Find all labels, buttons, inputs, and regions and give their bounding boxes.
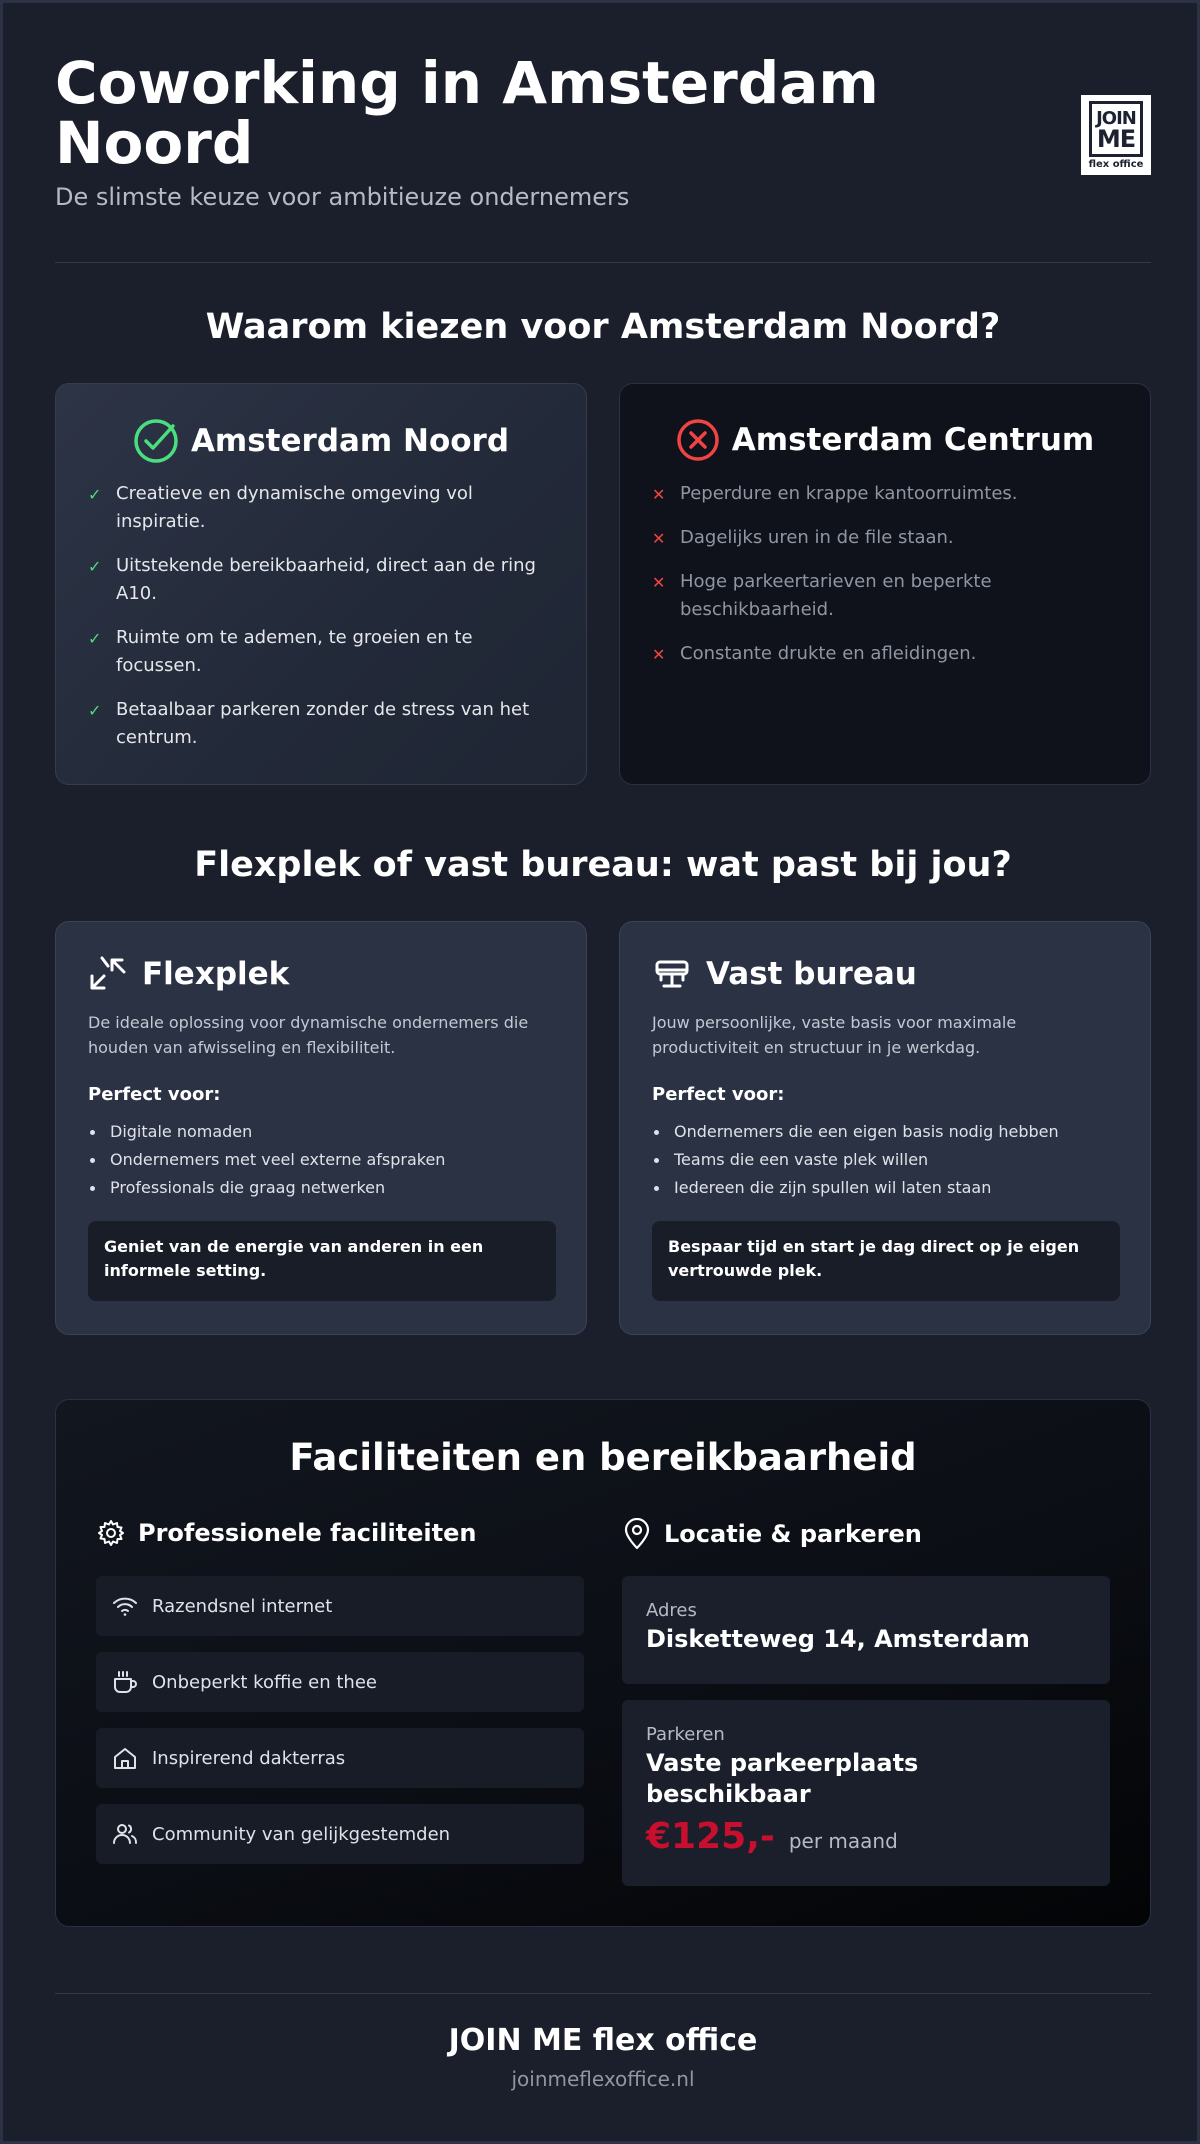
flexplek-note: Geniet van de energie van anderen in een informele setting. [88, 1221, 556, 1301]
wifi-icon [112, 1595, 138, 1617]
parking-box [622, 1700, 1110, 1886]
centrum-card [619, 383, 1151, 785]
address-box [622, 1576, 1110, 1684]
centrum-con-list [652, 480, 1122, 684]
options-section-title: Flexplek of vast bureau: wat past bij jou? [194, 845, 1012, 885]
check-icon: ✓ [88, 485, 102, 504]
location-column-header [622, 1518, 922, 1550]
flexplek-description: De ideale oplossing voor dynamische ondernemers die houden van afwisseling en flexibiliteit. [88, 1013, 529, 1057]
facility-label: Onbeperkt koffie en thee [152, 1671, 377, 1693]
facility-label: Inspirerend dakterras [152, 1747, 346, 1769]
facilities-title: Faciliteiten en bereikbaarheid [289, 1436, 917, 1479]
list-item-text: Dagelijks uren in de file staan. [680, 527, 954, 548]
check-icon: ✓ [88, 629, 102, 648]
noord-pro-list [88, 480, 558, 768]
flexplek-card-title: Flexplek [142, 956, 290, 992]
facility-item-coffee [96, 1652, 584, 1712]
vast-bureau-perfect-label: Perfect voor: [652, 1084, 785, 1105]
cross-icon: ✕ [652, 573, 666, 592]
list-item: Ondernemers die een eigen basis nodig hebben [652, 1118, 1122, 1146]
logo-mark [1089, 101, 1143, 157]
page-subtitle: De slimste keuze voor ambitieuze ondernemers [55, 183, 630, 211]
logo-line-1: JOIN [1096, 107, 1136, 129]
address-label: Adres [646, 1600, 697, 1621]
page-content [55, 3, 1151, 2091]
page-header [55, 3, 1151, 263]
parking-price-unit: per maand [788, 1829, 898, 1853]
list-item [88, 480, 558, 536]
header-divider [55, 262, 1151, 263]
map-pin-icon [622, 1518, 652, 1550]
list-item-text: Betaalbaar parkeren zonder de stress van het centrum. [116, 699, 530, 748]
home-icon [112, 1746, 138, 1770]
parking-label: Parkeren [646, 1724, 725, 1745]
list-item-text: Peperdure en krappe kantoorruimtes. [680, 483, 1018, 504]
flexplek-perfect-list [88, 1118, 558, 1202]
facility-item-internet [96, 1576, 584, 1636]
price-row [646, 1816, 1086, 1857]
logo-line-2: ME [1096, 124, 1136, 153]
why-section-title: Waarom kiezen voor Amsterdam Noord? [205, 307, 1001, 347]
logo-subtext: flex office [1088, 158, 1144, 170]
cross-icon: ✕ [652, 645, 666, 664]
flexplek-perfect-label: Perfect voor: [88, 1084, 221, 1105]
facility-item-terrace [96, 1728, 584, 1788]
list-item [88, 624, 558, 680]
list-item [88, 552, 558, 608]
vast-bureau-card-title: Vast bureau [706, 956, 917, 992]
list-item [652, 480, 1122, 508]
list-item [652, 640, 1122, 668]
list-item: Ondernemers met veel externe afspraken [88, 1146, 558, 1174]
centrum-card-title: Amsterdam Centrum [731, 422, 1095, 458]
parking-price: €125,- [646, 1816, 775, 1857]
vast-bureau-description: Jouw persoonlijke, vaste basis voor maximale productiviteit en structuur in je werkdag. [652, 1013, 1017, 1057]
list-item-text: Hoge parkeertarieven en beperkte beschikbaarheid. [680, 571, 992, 620]
gear-icon [96, 1518, 126, 1548]
cross-icon: ✕ [652, 485, 666, 504]
brand-logo[interactable] [1081, 95, 1151, 175]
arrows-icon [88, 954, 128, 994]
list-item-text: Uitstekende bereikbaarheid, direct aan de ring A10. [116, 555, 536, 604]
footer-divider [55, 1993, 1151, 1994]
noord-card [55, 383, 587, 785]
facility-label: Community van gelijkgestemden [152, 1823, 451, 1845]
cross-icon: ✕ [652, 529, 666, 548]
list-item-text: Ruimte om te ademen, te groeien en te focussen. [116, 627, 473, 676]
footer-url-link[interactable]: joinmeflexoffice.nl [511, 2067, 695, 2091]
flexplek-card [55, 921, 587, 1335]
facilities-section [55, 1399, 1151, 1927]
facilities-column-header [96, 1518, 477, 1548]
facility-item-community [96, 1804, 584, 1864]
list-item [652, 568, 1122, 624]
list-item: Digitale nomaden [88, 1118, 558, 1146]
page-title: Coworking in Amsterdam Noord [55, 49, 879, 177]
check-icon: ✓ [88, 701, 102, 720]
address-value: Disketteweg 14, Amsterdam [646, 1625, 1030, 1653]
facilities-column-title: Professionele faciliteiten [138, 1519, 477, 1547]
list-item: Teams die een vaste plek willen [652, 1146, 1122, 1174]
x-circle-icon [676, 418, 720, 462]
footer-brand: JOIN ME flex office [448, 2023, 758, 2058]
check-icon: ✓ [88, 557, 102, 576]
coffee-icon [112, 1670, 138, 1694]
users-icon [112, 1822, 138, 1846]
list-item [88, 696, 558, 752]
check-circle-icon [133, 418, 179, 464]
list-item-text: Creatieve en dynamische omgeving vol inspiratie. [116, 483, 473, 532]
noord-card-title: Amsterdam Noord [190, 423, 510, 459]
noord-card-header [56, 418, 586, 464]
vast-bureau-card [619, 921, 1151, 1335]
centrum-card-header [620, 418, 1150, 462]
vast-bureau-note: Bespaar tijd en start je dag direct op je eigen vertrouwde plek. [652, 1221, 1120, 1301]
list-item: Professionals die graag netwerken [88, 1174, 558, 1202]
location-column-title: Locatie & parkeren [664, 1520, 922, 1548]
list-item [652, 524, 1122, 552]
desk-icon [652, 954, 692, 994]
vast-bureau-card-header [652, 954, 917, 994]
parking-value: Vaste parkeerplaats beschikbaar [646, 1749, 919, 1808]
facility-label: Razendsnel internet [152, 1595, 333, 1617]
list-item-text: Constante drukte en afleidingen. [680, 643, 977, 664]
list-item: Iedereen die zijn spullen wil laten staan [652, 1174, 1122, 1202]
vast-bureau-perfect-list [652, 1118, 1122, 1202]
flexplek-card-header [88, 954, 289, 994]
